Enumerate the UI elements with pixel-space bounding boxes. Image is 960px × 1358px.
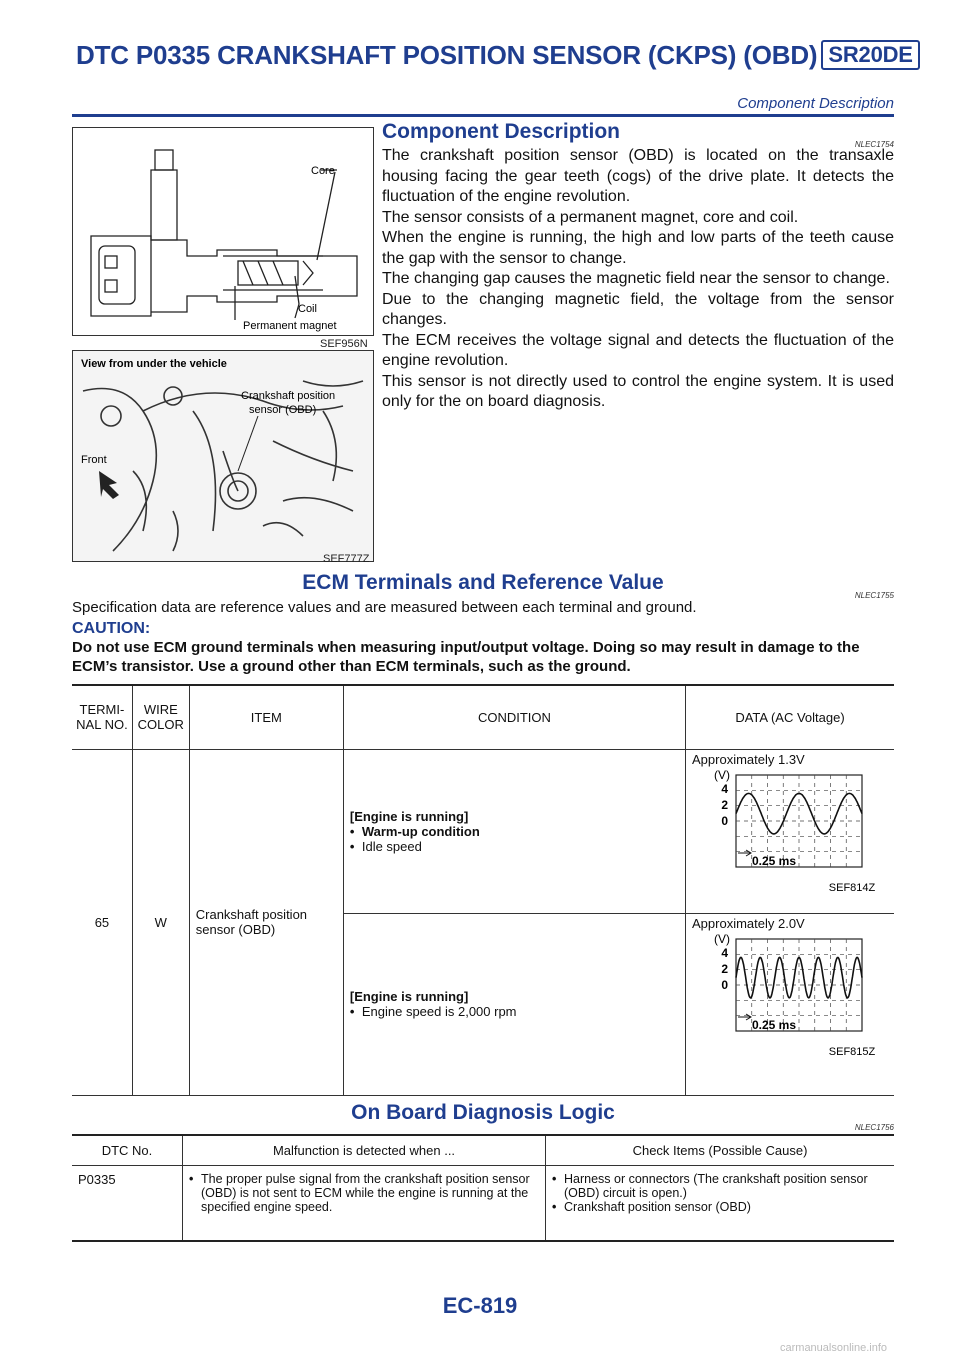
label-ckps-line2: sensor (OBD) [249, 404, 317, 416]
data-value: Approximately 2.0V [692, 915, 805, 931]
header-rule [72, 114, 894, 117]
col-item: ITEM [189, 685, 343, 749]
time-arrow-left [738, 1014, 751, 1020]
scope-tick-label: 0 [721, 813, 728, 828]
caution-text: Do not use ECM ground terminals when measuring input/output voltage. Doing so may result in damage to the ECM’s transistor. Use a ground other than ECM terminals, such as the ground. [72, 639, 860, 675]
col-check: Check Items (Possible Cause) [546, 1135, 895, 1165]
condition-bullets [350, 824, 679, 854]
oscilloscope-waveform-idle [692, 767, 888, 893]
scope-tick-label: 0 [721, 977, 728, 992]
paragraph: This sensor is not directly used to control the engine system. It is used only for the on board diagnosis. [382, 372, 894, 410]
ecm-intro: Specification data are reference values and are measured between each terminal and ground. [72, 599, 697, 616]
col-terminal: TERMI-NAL NO. [72, 685, 132, 749]
paragraph: The changing gap causes the magnetic field near the sensor to change. [382, 270, 890, 287]
scope-caption: SEF815Z [828, 1045, 876, 1058]
wire-color: W [132, 749, 189, 1095]
list-item: • The proper pulse signal from the crankshaft position sensor (OBD) is not sent to ECM while the engine is running at the specified engine speed. [189, 1172, 539, 1214]
condition-idle [343, 749, 685, 913]
engine-tag: SR20DE [821, 40, 919, 70]
scope-tick-label: 2 [721, 797, 728, 812]
paragraph: The sensor consists of a permanent magnet, core and coil. [382, 208, 799, 226]
list-item: • Warm-up condition [350, 824, 679, 839]
obd-heading: On Board Diagnosis Logic [351, 1101, 615, 1124]
sensor-location-drawing [73, 351, 373, 561]
scope-unit-label: (V) [714, 931, 730, 946]
header-subtitle: Component Description [737, 95, 894, 112]
list-item: • Crankshaft position sensor (OBD) [552, 1200, 888, 1214]
condition-title: [Engine is running] [349, 808, 469, 824]
section-code: NLEC1756 [854, 1123, 894, 1132]
condition-title: [Engine is running] [349, 989, 469, 1004]
condition-2000rpm [343, 913, 685, 1095]
data-idle [686, 749, 895, 913]
terminal-no: 65 [72, 749, 132, 1095]
table-header-row [72, 685, 894, 749]
header-title-text: DTC P0335 CRANKSHAFT POSITION SENSOR (CKPS) (OBD) [76, 40, 818, 70]
component-description-heading: Component Description [382, 120, 621, 143]
col-condition: CONDITION [343, 685, 685, 749]
scope-tick-label: 4 [721, 781, 728, 796]
condition-bullets [350, 1004, 679, 1019]
paragraph: The ECM receives the voltage signal and detects the fluctuation of the engine revolution. [382, 331, 894, 369]
list-item: • Idle speed [350, 839, 679, 854]
check-items-cell [546, 1165, 895, 1241]
sensor-cutaway-figure [72, 127, 374, 336]
sensor-location-figure [72, 350, 374, 562]
scope-unit-label: (V) [714, 767, 730, 782]
figure-title: View from under the vehicle [81, 358, 227, 370]
fig1-caption: SEF956N [320, 338, 368, 350]
data-value: Approximately 1.3V [692, 751, 805, 767]
component-description-body [382, 146, 894, 413]
paragraph: When the engine is running, the high and low parts of the teeth cause the gap with the sensor to change. [382, 229, 894, 267]
page-header-title [76, 40, 920, 71]
col-data: DATA (AC Voltage) [686, 685, 895, 749]
scope-caption: SEF814Z [828, 881, 876, 893]
table-row [72, 1165, 894, 1241]
label-core: Core [311, 165, 335, 177]
dtc-no: P0335 [72, 1165, 183, 1241]
time-arrow-left [738, 850, 751, 856]
label-ckps-line1: Crankshaft position [241, 390, 336, 402]
list-item: • Engine speed is 2,000 rpm [350, 1004, 679, 1019]
label-coil: Coil [298, 303, 317, 315]
malfunction-cell [183, 1165, 546, 1241]
component-description-section [382, 120, 894, 413]
label-front: Front [81, 454, 107, 466]
table-header-row [72, 1135, 894, 1165]
col-wire: WIRE COLOR [132, 685, 189, 749]
col-dtc: DTC No. [72, 1135, 183, 1165]
ecm-terminal-table [72, 684, 894, 1096]
watermark: carmanualsonline.info [780, 1342, 888, 1354]
obd-logic-table [72, 1134, 894, 1242]
page-number: EC-819 [442, 1293, 518, 1318]
obd-section-heading [72, 1101, 894, 1131]
paragraph: Due to the changing magnetic field, the voltage from the sensor changes. [382, 290, 894, 328]
fig2-caption: SEF777Z [323, 553, 370, 565]
data-2000rpm [686, 913, 895, 1095]
sensor-cutaway-drawing [73, 128, 373, 335]
scope-time-label: 0.25 ms [751, 853, 796, 868]
caution-label: CAUTION: [72, 620, 151, 637]
section-code: NLEC1754 [854, 140, 894, 149]
list-item: • Harness or connectors (The crankshaft position sensor (OBD) circuit is open.) [552, 1172, 888, 1200]
oscilloscope-waveform-2000rpm [692, 931, 888, 1071]
item: Crankshaft position sensor (OBD) [189, 749, 343, 1095]
table-row [72, 749, 894, 913]
col-malfunction: Malfunction is detected when ... [183, 1135, 546, 1165]
ecm-heading: ECM Terminals and Reference Value [302, 571, 664, 594]
scope-tick-label: 4 [721, 945, 728, 960]
label-permanent-magnet: Permanent magnet [243, 320, 337, 332]
section-code: NLEC1755 [854, 591, 894, 600]
scope-tick-label: 2 [721, 961, 728, 976]
paragraph: The crankshaft position sensor (OBD) is located on the transaxle housing facing the gear teeth (cogs) of the drive plate. It detects the fluctuation of the engine revolution. [382, 147, 894, 205]
scope-time-label: 0.25 ms [751, 1017, 796, 1032]
ecm-section [72, 571, 894, 676]
